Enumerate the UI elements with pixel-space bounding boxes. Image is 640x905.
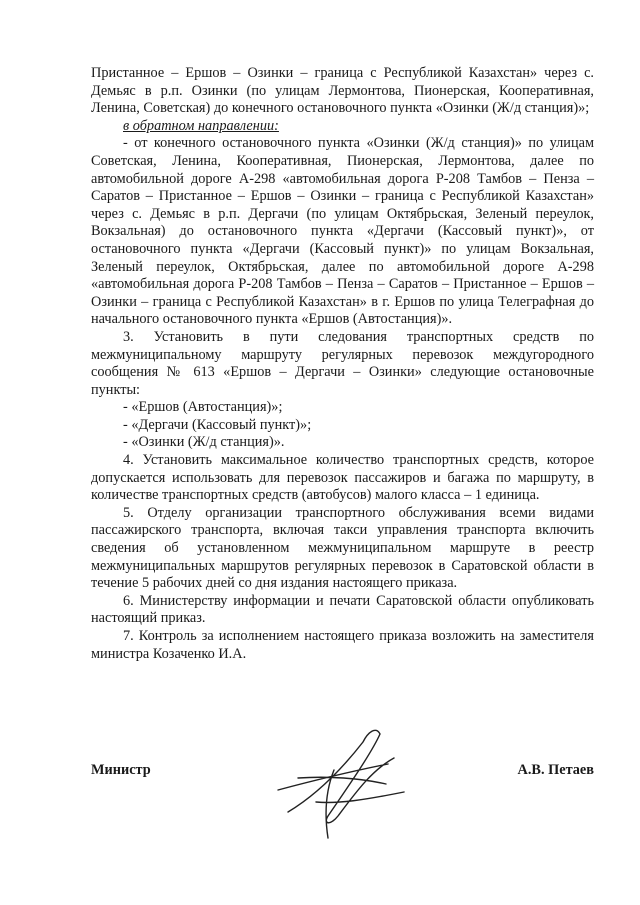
item-6: 6. Министерству информации и печати Саратовской области опубликовать настоящий приказ.	[91, 592, 594, 627]
item-4: 4. Установить максимальное количество транспортных средств, которое допускается использовать для перевозок пассажиров и багажа по маршруту, в количестве транспортных средств (автобусов) малого класса – 1 единица.	[91, 452, 594, 504]
reverse-direction-heading: в обратном направлении:	[123, 117, 279, 134]
item-5: 5. Отделу организации транспортного обслуживания всеми видами пассажирского транспорта, включая такси управления транспорта включить сведения об установленном межмуниципальном маршруте в реестр межмуниципальных маршрутов регулярных перевозок в Саратовской области в течение 5 рабочих дней со дня издания настоящего приказа.	[91, 504, 594, 592]
stop-item: - «Дергачи (Кассовый пункт)»;	[123, 416, 312, 433]
reverse-direction-route: - от конечного остановочного пункта «Озинки (Ж/д станция)» по улицам Советская, Ленина, Кооперативная, Пионерская, Лермонтова, далее по автомобильной дороге А-298 «автомобильная дорога Р-208 Тамбов – Пенза – Саратов – Пристанное – Ершов – Озинки – граница с Республикой Казахстан» через с. Демьяс в р.п. Дергачи (по улицам Октябрьская, Зеленый переулок, Вокзальная) до остановочного пункта «Дергачи (Кассовый пункт)», от остановочного пункта «Дергачи (Кассовый пункт)» по улицам Вокзальная, Зеленый переулок, Октябрьская, далее по автомобильной дороге А-298 «автомобильная дорога Р-208 Тамбов – Пенза – Саратов – Пристанное – Ершов – Озинки – граница с Республикой Казахстан» в г. Ершов по улица Телеграфная до начального остановочного пункта «Ершов (Автостанция)».	[91, 135, 594, 328]
document-body	[91, 65, 594, 663]
signature-row	[91, 762, 594, 784]
stop-item: - «Ершов (Автостанция)»;	[123, 399, 283, 416]
item-7: 7. Контроль за исполнением настоящего приказа возложить на заместителя министра Козаченко И.А.	[91, 628, 594, 662]
item-3: 3. Установить в пути следования транспортных средств по межмуниципальному маршруту регулярных перевозок междугородного сообщения № 613 «Ершов – Дергачи – Озинки» следующие остановочные пункты:	[91, 328, 594, 398]
route-continuation: Пристанное – Ершов – Озинки – граница с Республикой Казахстан» через с. Демьяс в р.п. Озинки (по улицам Лермонтова, Пионерская, Кооперативная, Ленина, Советская) до конечного остановочного пункта «Озинки (Ж/д станция)»;	[91, 65, 594, 117]
signatory-name: А.В. Петаев	[517, 762, 594, 778]
stop-item: - «Озинки (Ж/д станция)».	[123, 434, 285, 451]
signatory-position: Министр	[91, 762, 151, 778]
